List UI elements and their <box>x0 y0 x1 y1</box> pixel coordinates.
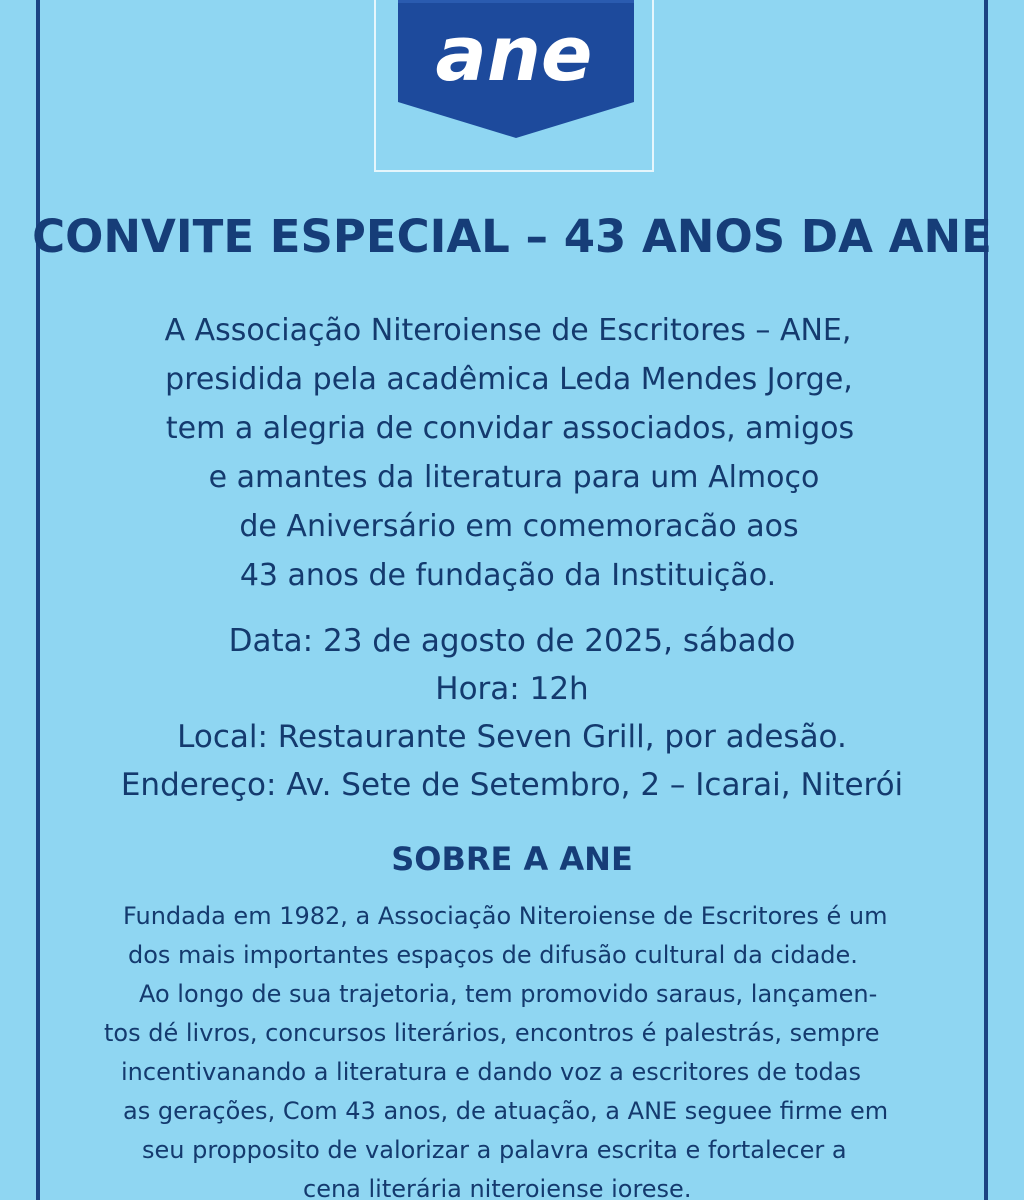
event-details <box>0 617 1024 809</box>
intro-line: tem a alegria de convidar associados, amigos <box>165 411 855 446</box>
event-address: Endereço: Av. Sete de Setembro, 2 – Icarai, Niterói <box>120 767 904 803</box>
about-text <box>0 897 1024 1200</box>
logo-frame <box>374 0 654 172</box>
page-title: CONVITE ESPECIAL – 43 ANOS DA ANE <box>32 210 992 263</box>
about-line: tos dé livros, concursos literários, encontros é palestrás, sempre <box>104 1019 880 1047</box>
intro-line: e amantes da literatura para um Almoço <box>208 460 820 495</box>
invitation-text <box>0 306 1024 600</box>
intro-line: presidida pela acadêmica Leda Mendes Jorge, <box>165 362 853 397</box>
intro-line: 43 anos de fundação da Instituição. <box>239 558 777 593</box>
intro-line: de Aniversário em comemoracão aos <box>239 509 799 544</box>
about-line: dos mais importantes espaços de difusão cultural da cidade. <box>128 941 858 969</box>
about-line: Fundada em 1982, a Associação Niteroiense de Escritores é um <box>123 902 888 930</box>
ane-logo <box>396 0 636 140</box>
logo-text: ane <box>435 9 593 98</box>
about-line: Ao longo de sua trajetoria, tem promovido saraus, lançamen- <box>139 980 878 1008</box>
about-line: cena literária niteroiense iorese. <box>303 1175 692 1200</box>
about-heading: SOBRE A ANE <box>391 840 633 878</box>
intro-line: A Associação Niteroiense de Escritores – ANE, <box>164 313 852 348</box>
about-line: as gerações, Com 43 anos, de atuação, a ANE seguee firme em <box>123 1097 889 1125</box>
about-line: incentivanando a literatura e dando voz a escritores de todas <box>121 1058 862 1086</box>
event-place: Local: Restaurante Seven Grill, por adesão. <box>177 719 847 755</box>
event-date: Data: 23 de agosto de 2025, sábado <box>228 623 796 659</box>
about-line: seu propposito de valorizar a palavra escrita e fortalecer a <box>142 1136 847 1164</box>
event-time: Hora: 12h <box>435 671 589 707</box>
